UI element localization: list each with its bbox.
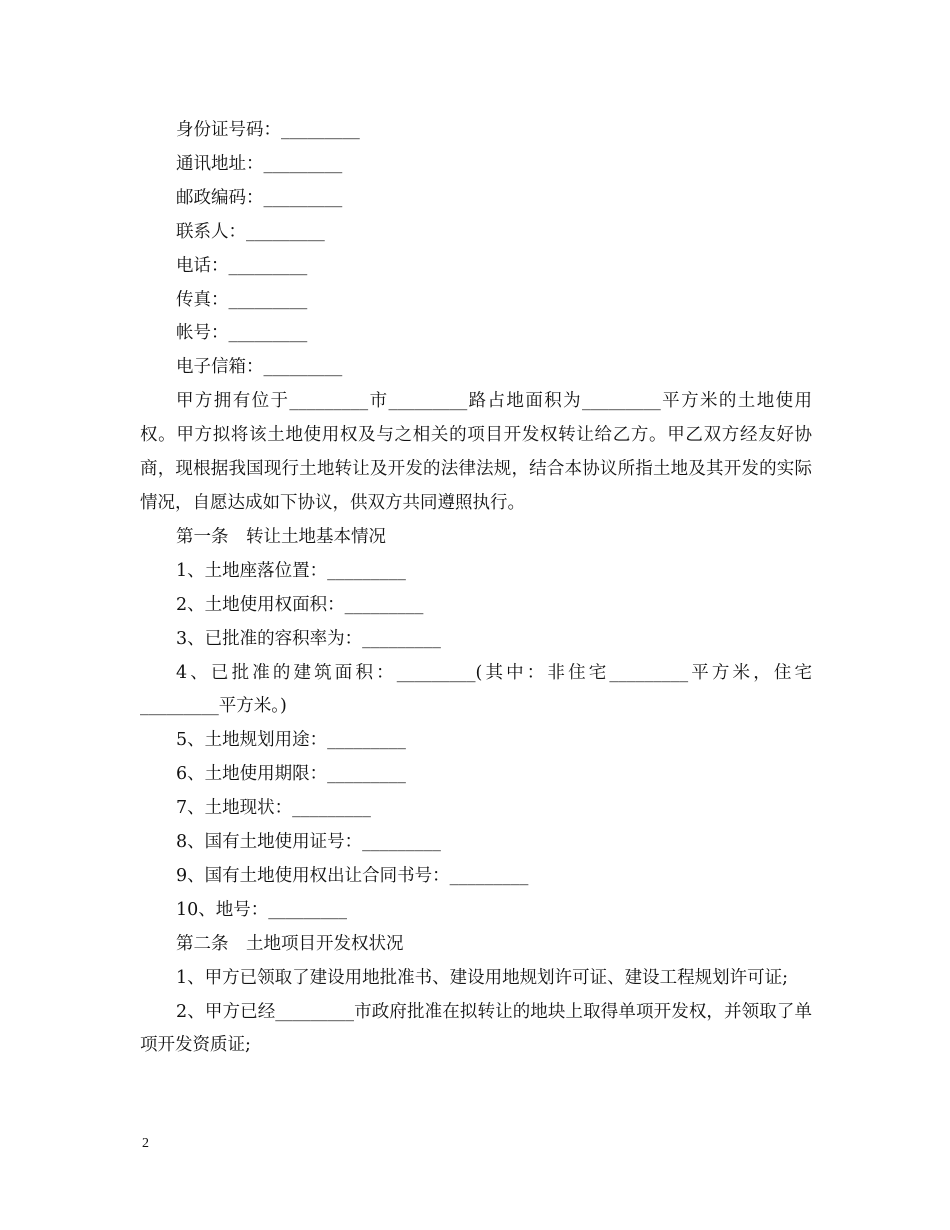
phone-line: 电话：_________ — [176, 255, 308, 276]
article-1-item-7: 7、土地现状：_________ — [176, 798, 371, 819]
article-1-item-9: 9、国有土地使用权出让合同书号：_________ — [176, 865, 529, 886]
fax-line: 传真：_________ — [176, 289, 308, 310]
article-1-item-6: 6、土地使用期限：_________ — [176, 764, 406, 785]
document-body — [140, 114, 812, 1063]
article-1-item-5: 5、土地规划用途：_________ — [176, 730, 406, 751]
article-1-title: 第一条 转让土地基本情况 — [176, 526, 386, 547]
intro-paragraph: 甲方拥有位于_________市_________路占地面积为_________平方米的土地使用权。甲方拟将该土地使用权及与之相关的项目开发权转让给乙方。甲乙双方经友好协商，现根据我国现行土地转让及开发的法律法规，结合本协议所指土地及其开发的实际情况，自愿达成如下协议，供双方共同遵照执行。 — [140, 391, 812, 513]
article-2-item-2: 2、甲方已经_________市政府批准在拟转让的地块上取得单项开发权，并领取了单项开发资质证; — [140, 1001, 812, 1056]
postal-code-line: 邮政编码：_________ — [176, 187, 343, 208]
article-1-item-8: 8、国有土地使用证号：_________ — [176, 832, 441, 853]
page-number: 2 — [142, 1136, 149, 1151]
article-1-item-10: 10、地号：_________ — [176, 899, 348, 920]
contact-person-line: 联系人：_________ — [176, 221, 325, 242]
article-1-item-1: 1、土地座落位置：_________ — [176, 560, 406, 581]
email-line: 电子信箱：_________ — [176, 357, 343, 378]
address-line: 通讯地址：_________ — [176, 153, 343, 174]
article-2-title: 第二条 土地项目开发权状况 — [176, 933, 404, 954]
article-2-item-1: 1、甲方已领取了建设用地批准书、建设用地规划许可证、建设工程规划许可证; — [176, 967, 789, 988]
article-1-item-4: 4、已批准的建筑面积：_________(其中：非住宅_________平方米，住宅_________平方米。) — [140, 662, 812, 717]
id-number-line: 身份证号码：_________ — [176, 120, 360, 140]
article-1-item-2: 2、土地使用权面积：_________ — [176, 594, 424, 615]
account-line: 帐号：_________ — [176, 323, 308, 344]
article-1-item-3: 3、已批准的容积率为：_________ — [176, 628, 441, 649]
